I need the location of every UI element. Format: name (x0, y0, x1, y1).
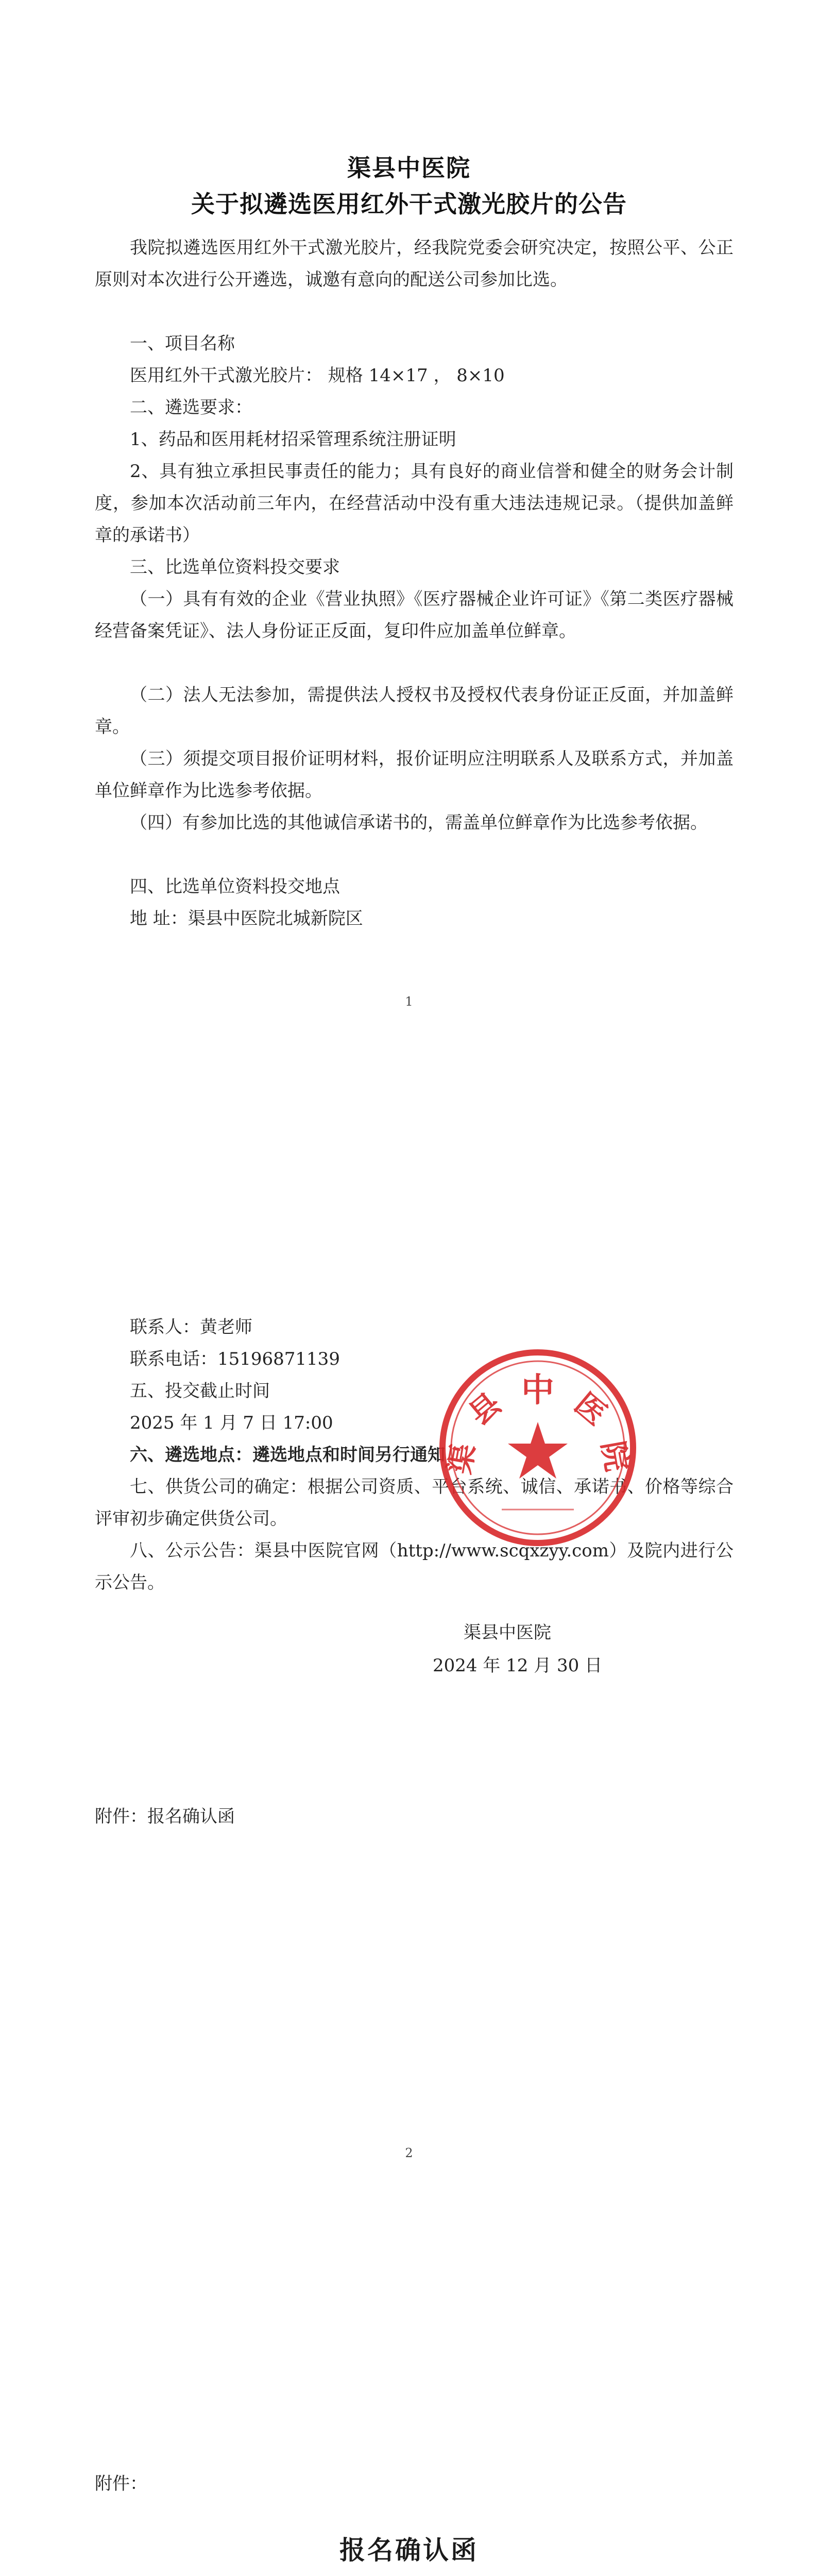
page-number: 1 (405, 994, 413, 1009)
svg-text:中: 中 (521, 1371, 554, 1410)
section8: 八、公示公告：渠县中医院官网（http://www.scqxzyy.com）及院内进行公示公告。 (95, 1540, 734, 1593)
official-seal-stamp (435, 1345, 641, 1551)
form-title: 报名确认函 (339, 2535, 479, 2565)
section1-title: 一、项目名称 (130, 333, 235, 354)
section3-item3: （三）须提交项目报价证明材料，报价证明应注明联系人及联系方式，并加盖单位鲜章作为比选参考依据。 (95, 749, 734, 801)
section3-item1: （一）具有有效的企业《营业执照》《医疗器械企业许可证》《第二类医疗器械经营备案凭证》、法人身份证正反面，复印件应加盖单位鲜章。 (95, 589, 734, 641)
svg-text:县: 县 (462, 1385, 508, 1432)
attachment-label: 附件： (95, 2473, 147, 2494)
signature-org: 渠县中医院 (464, 1622, 551, 1643)
svg-text:医: 医 (568, 1385, 614, 1432)
section3-item4: （四）有参加比选的其他诚信承诺书的，需盖单位鲜章作为比选参考依据。 (130, 812, 708, 833)
section5-title: 五、投交截止时间 (130, 1381, 270, 1401)
svg-text:渠: 渠 (441, 1441, 482, 1477)
section1-content: 医用红外干式激光胶片： 规格 14×17 ， 8×10 (130, 365, 505, 386)
section2-item1: 1、药品和医用耗材招采管理系统注册证明 (130, 429, 456, 450)
section2-title: 二、遴选要求： (130, 397, 252, 418)
notice-title-line1: 渠县中医院 (347, 154, 471, 182)
contact-phone: 联系电话：15196871139 (130, 1349, 340, 1369)
signature-date: 2024 年 12 月 30 日 (433, 1655, 603, 1676)
page-2 (0, 1157, 818, 2313)
page-number: 2 (405, 2146, 413, 2160)
svg-text:院: 院 (595, 1438, 635, 1474)
notice-title-line2: 关于拟遴选医用红外干式激光胶片的公告 (191, 190, 627, 218)
intro-paragraph: 我院拟遴选医用红外干式激光胶片，经我院党委会研究决定，按照公平、公正原则对本次进行公开遴选，诚邀有意向的配送公司参加比选。 (95, 238, 734, 290)
deadline: 2025 年 1 月 7 日 17:00 (130, 1413, 333, 1433)
page-1 (0, 0, 818, 1157)
section3-title: 三、比选单位资料投交要求 (130, 557, 340, 578)
section4-title: 四、比选单位资料投交地点 (130, 876, 340, 897)
contact-person: 联系人：黄老师 (130, 1317, 252, 1337)
section3-item2: （二）法人无法参加，需提供法人授权书及授权代表身份证正反面，并加盖鲜章。 (95, 685, 734, 737)
section7: 七、供货公司的确定：根据公司资质、平台系统、诚信、承诺书、价格等综合评审初步确定供货公司。 (95, 1477, 734, 1529)
section6: 六、遴选地点：遴选地点和时间另行通知 (130, 1445, 445, 1465)
section4-address: 地 址：渠县中医院北城新院区 (130, 908, 363, 929)
attachment-note: 附件：报名确认函 (95, 1806, 235, 1827)
section2-item2: 2、具有独立承担民事责任的能力；具有良好的商业信誉和健全的财务会计制度，参加本次活动前三年内，在经营活动中没有重大违法违规记录。（提供加盖鲜章的承诺书） (95, 461, 734, 546)
